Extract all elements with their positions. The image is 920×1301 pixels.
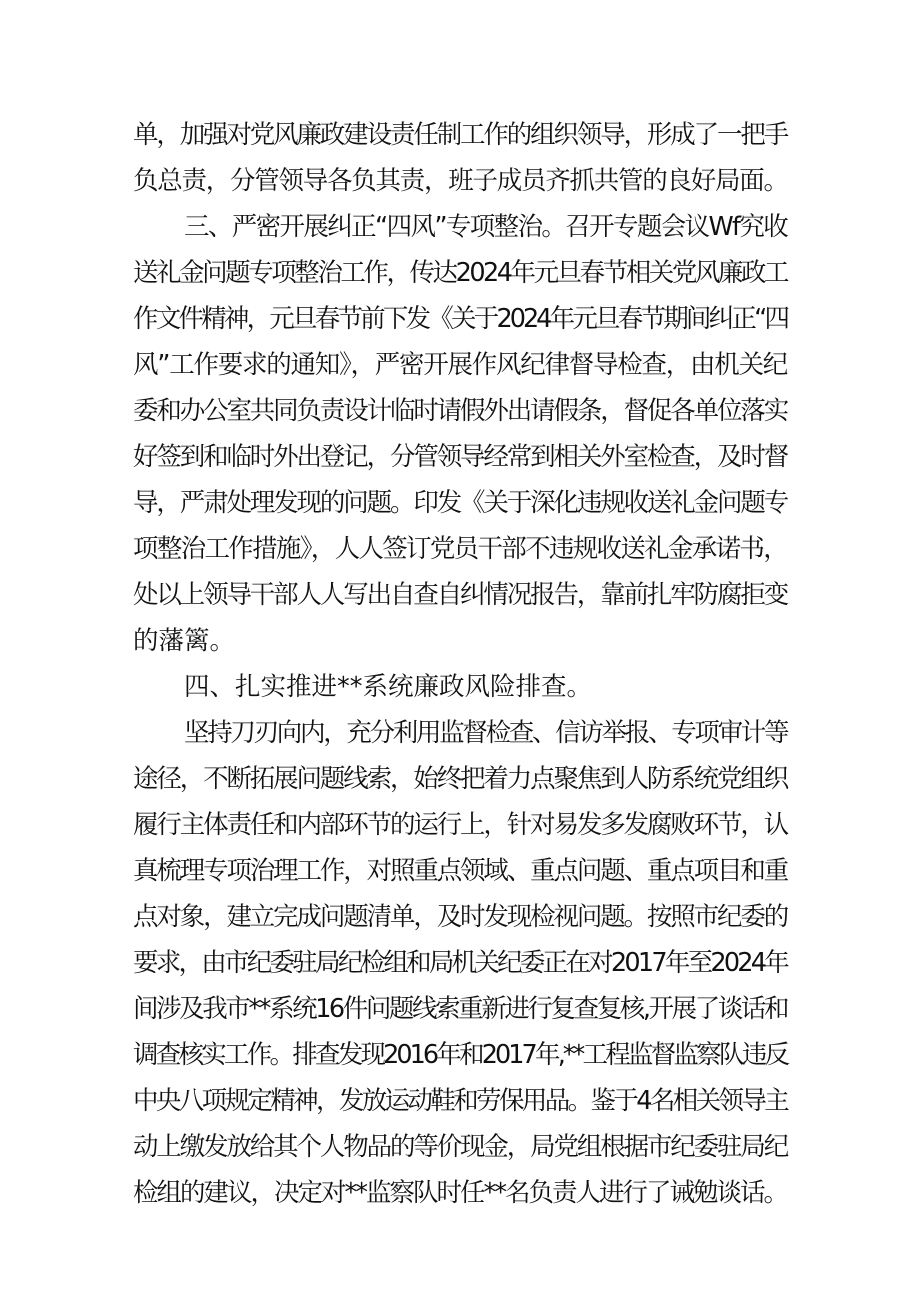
text-line: 好签到和临时外出登记，分管领导经常到相关外室检查，及时督: [133, 442, 787, 472]
text-line: 中央八项规定精神，发放运动鞋和劳保用品。鉴于4名相关领导主: [133, 1086, 787, 1116]
text-line: 负总责，分管领导各负其责，班子成员齐抓共管的良好局面。: [133, 166, 788, 196]
text-line: 动上缴发放给其个人物品的等价现金，局党组根据市纪委驻局纪: [133, 1132, 787, 1162]
text-line: 作文件精神，元旦春节前下发《关于2024年元旦春节期间纠正“四: [133, 304, 787, 334]
section-four-heading: 四、扎实推进**系统廉政风险排查。: [184, 672, 593, 702]
text-line: 检组的建议，决定对**监察队时任**名负责人进行了诫勉谈话。: [133, 1178, 788, 1208]
text-line: 项整治工作措施》，人人签订党员干部不违规收送礼金承诺书，: [133, 534, 787, 564]
text-line: 风”工作要求的通知》，严密开展作风纪律督导检查，由机关纪: [133, 350, 787, 380]
text-line: 送礼金问题专项整治工作，传达2024年元旦春节相关党风廉政工: [133, 258, 787, 288]
text-line: 点对象，建立完成问题清单，及时发现检视问题。按照市纪委的: [133, 902, 787, 932]
text-line: 的藩篱。: [133, 626, 236, 656]
text-line: 处以上领导干部人人写出自查自纠情况报告，靠前扎牢防腐拒变: [133, 580, 787, 610]
paragraph-first-line: 坚持刀刃向内，充分利用监督检查、信访举报、专项审计等: [184, 718, 787, 748]
text-line: 单，加强对党风廉政建设责任制工作的组织领导，形成了一把手: [133, 120, 787, 150]
text-line: 要求，由市纪委驻局纪检组和局机关纪委正在对2017年至2024年: [133, 948, 787, 978]
text-line: 真梳理专项治理工作，对照重点领域、重点问题、重点项目和重: [133, 856, 787, 886]
text-line: 调查核实工作。排查发现2016年和2017年,**工程监督监察队违反: [133, 1040, 787, 1070]
text-line: 导，严肃处理发现的问题。印发《关于深化违规收送礼金问题专: [133, 488, 787, 518]
section-three-heading-line: 三、严密开展纠正“四风”专项整治。召开专题会议Wf究收: [184, 212, 787, 242]
document-body: [133, 112, 787, 1216]
text-line: 途径，不断拓展问题线索，始终把着力点聚焦到人防系统党组织: [133, 764, 787, 794]
text-line: 履行主体责任和内部环节的运行上，针对易发多发腐败环节，认: [133, 810, 787, 840]
text-line: 间涉及我市**系统16件问题线索重新进行复查复核,开展了谈话和: [133, 994, 787, 1024]
text-line: 委和办公室共同负责设计临时请假外出请假条，督促各单位落实: [133, 396, 787, 426]
